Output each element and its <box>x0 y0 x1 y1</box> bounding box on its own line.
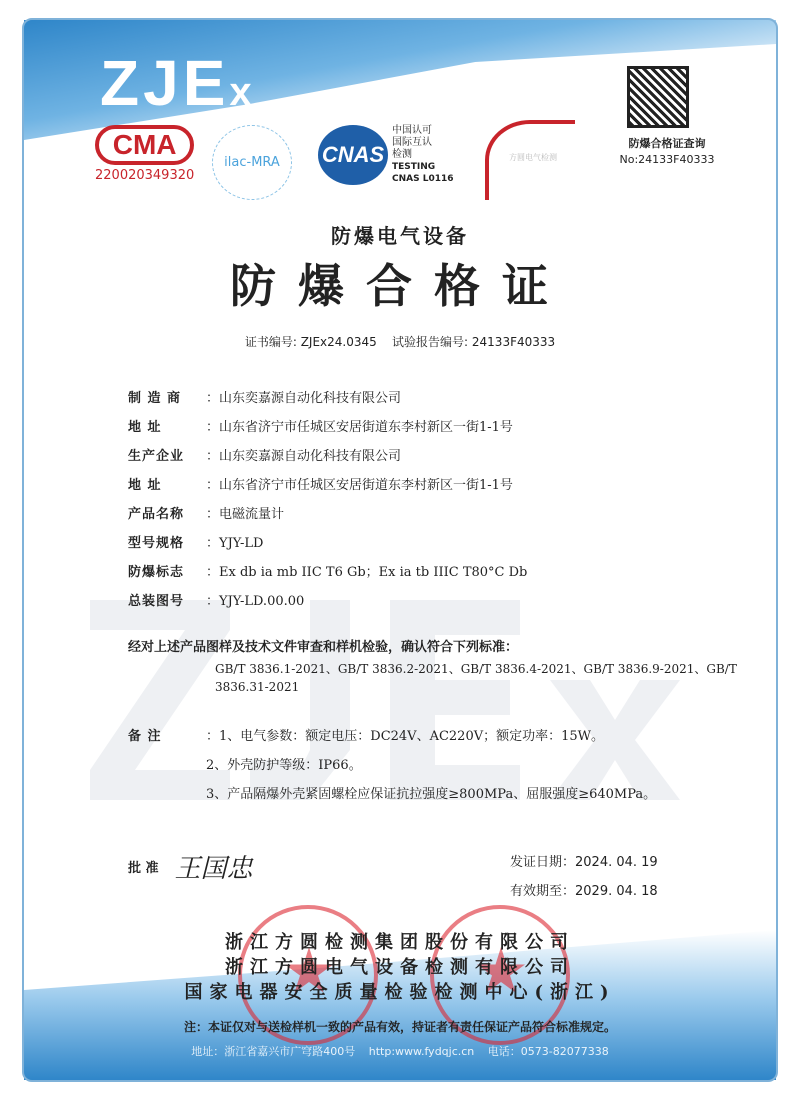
qr-number: No:24133F40333 <box>619 153 715 166</box>
field-label: 产品名称 <box>128 507 185 522</box>
ilac-mra-logo: ilac-MRA <box>212 125 292 200</box>
signature: 王国忠 <box>174 854 253 884</box>
field-value: ：山东奕嘉源自动化科技有限公司 <box>206 449 402 464</box>
org-name: 浙江方圆电气设备检测有限公司 <box>225 957 575 978</box>
certificate-numbers <box>0 333 800 350</box>
field-value: ：山东奕嘉源自动化科技有限公司 <box>206 391 402 406</box>
field-label: 生产企业 <box>128 449 185 464</box>
note-item: 2、外壳防护等级：IP66。 <box>206 758 362 773</box>
field-label: 总装图号 <box>128 594 185 609</box>
cnas-text: 检测 <box>392 149 412 160</box>
org-name: 浙江方圆检测集团股份有限公司 <box>225 932 575 953</box>
title-main: 防爆合格证 <box>230 259 570 313</box>
approve-label: 批 准 <box>128 861 159 876</box>
field-value: ：Ex db ia mb IIC T6 Gb；Ex ia tb IIIC T80°C Db <box>206 565 528 580</box>
valid-until: 有效期至：2029. 04. 18 <box>510 884 658 899</box>
cma-mark: CMA <box>95 125 194 165</box>
field-row <box>128 587 527 616</box>
confirm-statement: 经对上述产品图样及技术文件审查和样机检验，确认符合下列标准： <box>128 640 519 655</box>
cnas-text: 中国认可 <box>392 125 432 136</box>
notes-label: 备 注 <box>128 729 162 744</box>
cnas-text: 国际互认 <box>392 137 432 148</box>
standards-list: GB/T 3836.1-2021、GB/T 3836.2-2021、GB/T 3836.4-2021、GB/T 3836.9-2021、GB/T 3836.31-2021 <box>215 662 737 694</box>
cnas-text: CNAS L0116 <box>392 174 454 184</box>
field-row <box>128 558 527 587</box>
report-number: 试验报告编号: 24133F40333 <box>392 335 556 349</box>
field-list <box>128 384 527 616</box>
qr-caption: 防爆合格证查询 <box>628 137 706 150</box>
field-label: 地 址 <box>128 478 162 493</box>
zjex-logo: ZJEx <box>100 47 256 119</box>
issuing-organizations <box>0 930 800 1005</box>
cnas-text: TESTING <box>392 162 436 172</box>
field-value: ：山东省济宁市任城区安居街道东李村新区一街1-1号 <box>206 478 513 493</box>
issue-date: 发证日期：2024. 04. 19 <box>510 855 658 870</box>
cnas-logo <box>318 125 454 185</box>
notes <box>128 722 656 809</box>
approval <box>128 848 253 885</box>
qr-code[interactable] <box>627 66 689 128</box>
field-value: ：YJY-LD.00.00 <box>206 594 305 609</box>
field-row <box>128 471 527 500</box>
field-row <box>128 500 527 529</box>
note-item: ：1、电气参数：额定电压：DC24V、AC220V；额定功率：15W。 <box>206 729 605 744</box>
cnas-mark: CNAS <box>318 125 388 185</box>
footnote: 注：本证仅对与送检样机一致的产品有效，持证者有责任保证产品符合标准规定。 <box>183 1020 616 1034</box>
field-value: ：电磁流量计 <box>206 507 285 522</box>
field-row <box>128 442 527 471</box>
cert-number: 证书编号: ZJEx24.0345 <box>244 335 377 349</box>
field-row <box>128 413 527 442</box>
dates <box>510 848 658 906</box>
field-label: 制 造 商 <box>128 391 182 406</box>
fangyuan-logo: 方圆电气检测 <box>485 120 575 200</box>
org-name: 国家电器安全质量检验检测中心(浙江) <box>184 982 616 1003</box>
cma-logo <box>95 125 194 183</box>
field-value: ：山东省济宁市任城区安居街道东李村新区一街1-1号 <box>206 420 513 435</box>
field-label: 型号规格 <box>128 536 185 551</box>
field-row <box>128 384 527 413</box>
field-value: ：YJY-LD <box>206 536 264 551</box>
address-line: 地址：浙江省嘉兴市广穹路400号 http:www.fydqjc.cn 电话：0573-82077338 <box>191 1045 609 1058</box>
field-row <box>128 529 527 558</box>
title-sub: 防爆电气设备 <box>331 224 469 248</box>
field-label: 防爆标志 <box>128 565 185 580</box>
field-label: 地 址 <box>128 420 162 435</box>
note-item: 3、产品隔爆外壳紧固螺栓应保证抗拉强度≥800MPa、屈服强度≥640MPa。 <box>206 787 657 802</box>
cma-number: 220020349320 <box>95 168 195 183</box>
